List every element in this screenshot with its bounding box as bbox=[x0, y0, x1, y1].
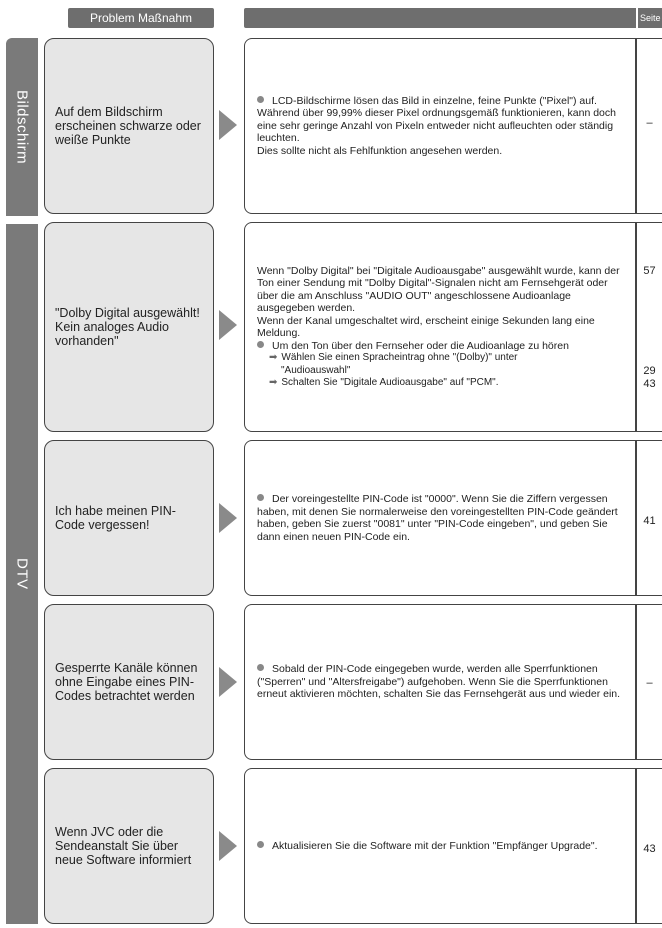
solution-cell bbox=[244, 38, 636, 214]
solution-intro: Wenn "Dolby Digital" bei "Digitale Audioausgabe" ausgewählt wurde, kann der Ton einer Sendung mit "Dolby Digital"-Signalen nicht am Fernsehgerät oder über die am Anschluss "AUDIO OUT" angeschlossene Audioanlage ausgegeben werden. bbox=[257, 264, 620, 314]
solution-line: Dies sollte nicht als Fehlfunktion angesehen werden. bbox=[257, 144, 503, 157]
page-cell bbox=[636, 222, 662, 432]
bullet-icon bbox=[257, 96, 264, 103]
arrow-icon bbox=[219, 503, 237, 533]
page-ref: 41 bbox=[643, 515, 656, 527]
solution-cell bbox=[244, 768, 636, 924]
bullet-icon bbox=[257, 494, 264, 501]
category-dtv-label: DTV bbox=[13, 558, 31, 590]
solution-bullet: Um den Ton über den Fernseher oder die Audioanlage zu hören bbox=[272, 339, 569, 352]
solution-bullet: Der voreingestellte PIN-Code ist "0000". Wenn Sie die Ziffern vergessen haben, mit denen Sie normalerweise den voreingestellten PIN-Code geändert haben, geben Sie zuerst "0081" unter "PIN-Code eingeben", und geben Sie dann einen neuen PIN-Code ein. bbox=[257, 493, 618, 543]
arrow-icon bbox=[219, 831, 237, 861]
solution-bullet: Sobald der PIN-Code eingegeben wurde, werden alle Sperrfunktionen ("Sperren" und "Altersfreigabe") aufgehoben. Wenn Sie die Sperrfunktionen erneut aktivieren möchten, schalten Sie das Fernsehgerät aus und wieder ein. bbox=[257, 663, 621, 701]
arrow-icon bbox=[219, 667, 237, 697]
problem-cell bbox=[44, 38, 214, 214]
problem-cell bbox=[44, 222, 214, 432]
bullet-icon bbox=[257, 664, 264, 671]
page-cell bbox=[636, 38, 662, 214]
solution-line: Während über 99,99% dieser Pixel ordnungsgemäß funktionieren, kann doch eine sehr geringe Anzahl von Pixeln entweder nicht aufleuchten oder ständig leuchten. bbox=[257, 107, 616, 145]
problem-cell bbox=[44, 768, 214, 924]
solution-sub1b: "Audioauswahl" bbox=[281, 364, 351, 376]
page-ref: 57 bbox=[643, 265, 656, 277]
arrow-icon bbox=[219, 110, 237, 140]
solution-sub1: Wählen Sie einen Spracheintrag ohne "(Dolby)" unter bbox=[281, 352, 518, 363]
page-ref: 29 bbox=[643, 365, 656, 377]
arrow-right-icon: ➡ bbox=[269, 352, 278, 363]
problem-cell bbox=[44, 440, 214, 596]
page-cell bbox=[636, 768, 662, 924]
page-cell bbox=[636, 604, 662, 760]
category-bildschirm bbox=[6, 38, 38, 216]
solution-cell bbox=[244, 440, 636, 596]
solution-intro2: Wenn der Kanal umgeschaltet wird, erscheint einige Sekunden lang eine Meldung. bbox=[257, 314, 595, 339]
problem-cell bbox=[44, 604, 214, 760]
solution-cell bbox=[244, 222, 636, 432]
arrow-right-icon: ➡ bbox=[269, 377, 278, 388]
category-dtv bbox=[6, 224, 38, 924]
page-ref: 43 bbox=[643, 843, 656, 855]
problem-text: Ich habe meinen PIN-Code vergessen! bbox=[55, 504, 176, 532]
solution-bullet: Aktualisieren Sie die Software mit der Funktion "Empfänger Upgrade". bbox=[272, 839, 598, 852]
problem-text: Auf dem Bildschirm erscheinen schwarze oder weiße Punkte bbox=[55, 105, 201, 147]
page-ref: 43 bbox=[643, 378, 656, 390]
category-bildschirm-label: Bildschirm bbox=[13, 89, 31, 165]
bullet-icon bbox=[257, 841, 264, 848]
solution-sub2: Schalten Sie "Digitale Audioausgabe" auf "PCM". bbox=[281, 377, 499, 388]
problem-text: "Dolby Digital ausgewählt! Kein analoges Audio vorhanden" bbox=[55, 306, 200, 348]
page-cell bbox=[636, 440, 662, 596]
problem-text: Gesperrte Kanäle können ohne Eingabe eines PIN-Codes betrachtet werden bbox=[55, 661, 198, 703]
bullet-icon bbox=[257, 341, 264, 348]
solution-cell bbox=[244, 604, 636, 760]
header-seite: Seite bbox=[638, 8, 662, 28]
problem-text: Wenn JVC oder die Sendeanstalt Sie über neue Software informiert bbox=[55, 825, 192, 867]
page-ref: – bbox=[646, 677, 653, 689]
header-problem: Problem Maßnahm bbox=[68, 8, 214, 28]
solution-bullet: LCD-Bildschirme lösen das Bild in einzelne, feine Punkte ("Pixel") auf. bbox=[272, 94, 597, 107]
header-massnahme bbox=[244, 8, 636, 28]
page-ref: – bbox=[646, 117, 653, 129]
arrow-icon bbox=[219, 310, 237, 340]
